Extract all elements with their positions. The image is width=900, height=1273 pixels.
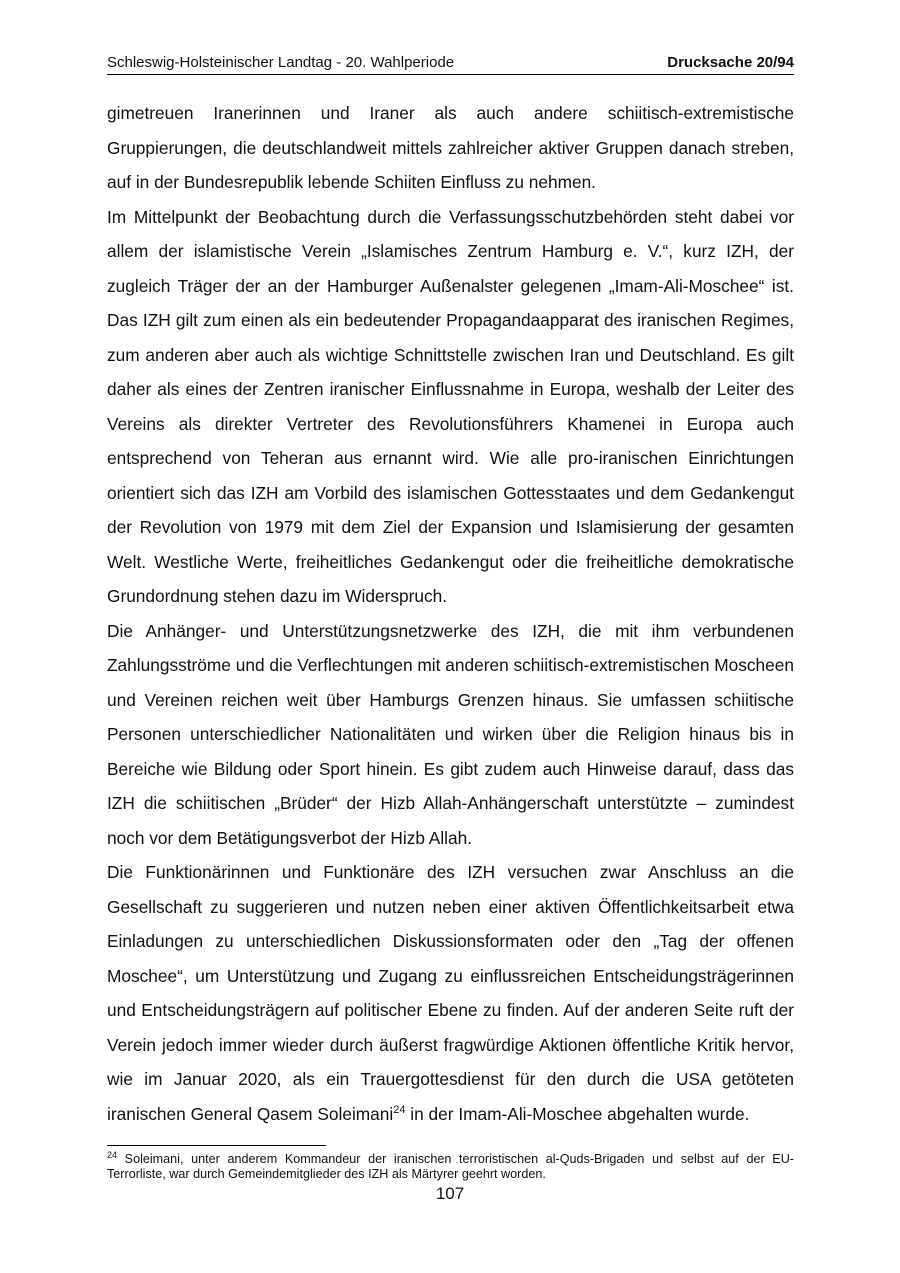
document-number: Drucksache 20/94 <box>667 54 794 71</box>
page-number: 107 <box>435 1184 465 1203</box>
footnote-number: 24 <box>107 1150 118 1160</box>
paragraph: gimetreuen Iranerinnen und Iraner als auch andere schiitisch-extremistische Gruppierungen, die deutschlandweit mittels zahlreicher aktiver Gruppen danach streben, auf in der Bundesrepublik lebende Schiiten Einfluss zu nehmen. <box>107 103 794 192</box>
paragraph: Im Mittelpunkt der Beobachtung durch die Verfassungsschutzbehörden steht dabei vor allem der islamistische Verein „Islamisches Zentrum Hamburg e. V.“, kurz IZH, der zugleich Träger der an der Hamburger Außenalster gelegenen „Imam-Ali-Moschee“ ist. Das IZH gilt zum einen als ein bedeutender Propagandaapparat des iranischen Regimes, zum anderen aber auch als wichtige Schnittstelle zwischen Iran und Deutschland. Es gilt daher als eines der Zentren iranischer Einflussnahme in Europa, weshalb der Leiter des Vereins als direkter Vertreter des Revolutionsführers Khamenei in Europa auch entsprechend von Teheran aus ernannt wird. Wie alle pro-iranischen Einrichtungen orientiert sich das IZH am Vorbild des islamischen Gottesstaates und dem Gedankengut der Revolution von 1979 mit dem Ziel der Expansion und Islamisierung der gesamten Welt. Westliche Werte, freiheitliches Gedankengut oder die freiheitliche demokratische Grundordnung stehen dazu im Widerspruch. <box>107 206 794 606</box>
footnote <box>107 1152 794 1182</box>
paragraph-text: Die Funktionärinnen und Funktionäre des IZH versuchen zwar Anschluss an die Gesellschaft zu suggerieren und nutzen neben einer aktiven Öffentlichkeitsarbeit etwa Einladungen zu unterschiedlichen Diskussionsformaten oder den „Tag der offenen Moschee“, um Unterstützung und Zugang zu einflussreichen Entscheidungsträgerinnen und Entscheidungsträgern auf politischer Ebene zu finden. Auf der anderen Seite ruft der Verein jedoch immer wieder durch äußerst fragwürdige Aktionen öffentliche Kritik hervor, wie im Januar 2020, als ein Trauergottesdienst für den durch die USA getöteten iranischen General Qasem Soleimani <box>107 862 794 1124</box>
footnote-text: Soleimani, unter anderem Kommandeur der iranischen terroristischen al-Quds-Brigaden und selbst auf der EU-Terrorliste, war durch Gemeindemitglieder des IZH als Märtyrer geehrt worden. <box>107 1152 794 1181</box>
footnote-reference[interactable]: 24 <box>393 1103 406 1116</box>
page-header <box>107 52 794 75</box>
footnote-separator <box>107 1145 326 1146</box>
paragraph <box>107 855 794 1131</box>
paragraph-text: in der Imam-Ali-Moschee abgehalten wurde. <box>405 1103 750 1124</box>
main-text <box>107 96 794 1131</box>
paragraph: Die Anhänger- und Unterstützungsnetzwerke des IZH, die mit ihm verbundenen Zahlungsströme und die Verflechtungen mit anderen schiitisch-extremistischen Moscheen und Vereinen reichen weit über Hamburgs Grenzen hinaus. Sie umfassen schiitische Personen unterschiedlicher Nationalitäten und wirken über die Religion hinaus bis in Bereiche wie Bildung oder Sport hinein. Es gibt zudem auch Hinweise darauf, dass das IZH die schiitischen „Brüder“ der Hizb Allah-Anhängerschaft unterstützte – zumindest noch vor dem Betätigungsverbot der Hizb Allah. <box>107 620 794 848</box>
header-title: Schleswig-Holsteinischer Landtag - 20. Wahlperiode <box>107 54 455 71</box>
